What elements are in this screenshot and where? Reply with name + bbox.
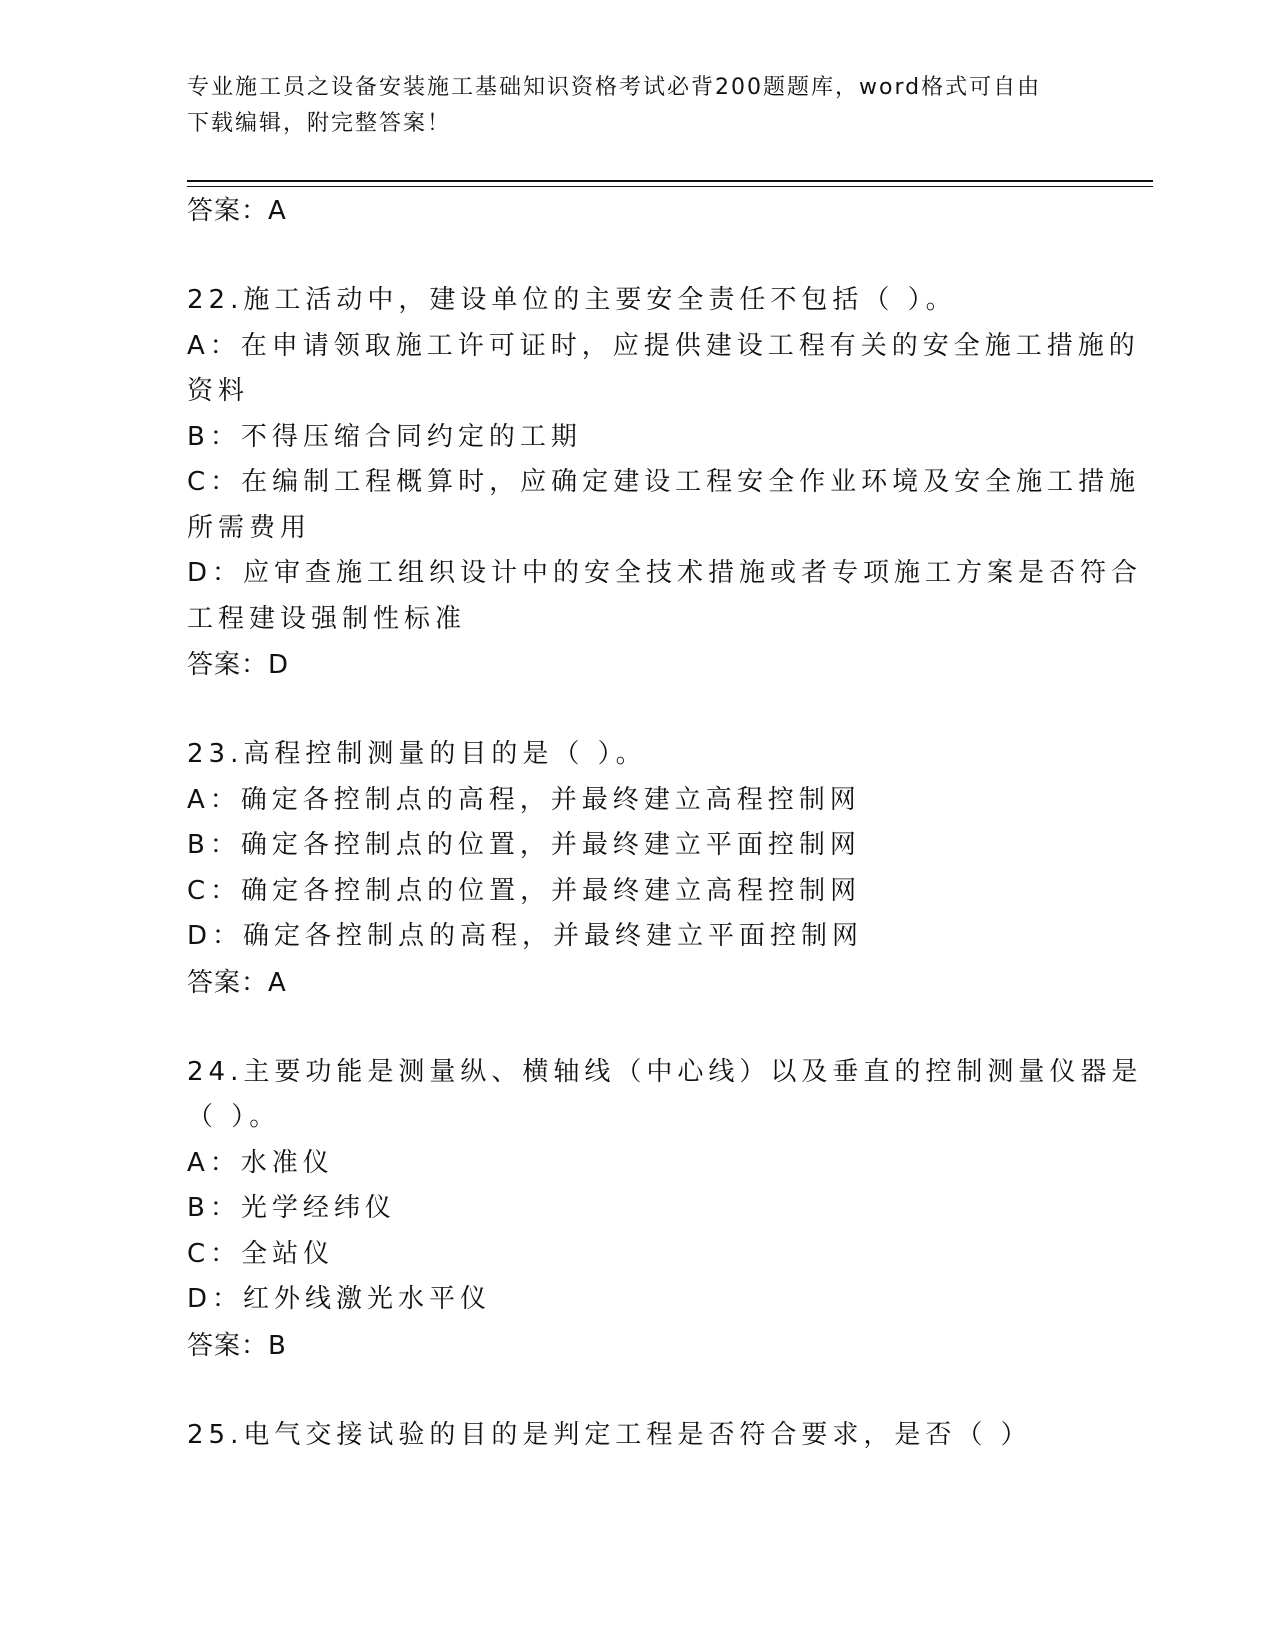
option-b: B：确定各控制点的位置，并最终建立平面控制网 xyxy=(187,830,861,860)
option-d: D：确定各控制点的高程，并最终建立平面控制网 xyxy=(187,921,864,951)
option-c-continued: 所需费用 xyxy=(187,512,312,543)
question-stem: 23.高程控制测量的目的是（ ）。 xyxy=(187,739,647,769)
question-stem-continued: （ ）。 xyxy=(187,1102,281,1132)
header-line-2: 下载编辑，附完整答案！ xyxy=(187,111,452,136)
option-d: D：红外线激光水平仪 xyxy=(187,1284,492,1314)
option-c: C：确定各控制点的位置，并最终建立高程控制网 xyxy=(187,875,862,906)
question-24 xyxy=(187,1050,1143,1323)
option-d: D：应审查施工组织设计中的安全技术措施或者专项施工方案是否符合 xyxy=(187,558,1143,588)
header-divider-thin xyxy=(187,186,1153,187)
answer-22: 答案：D xyxy=(187,650,290,680)
question-stem: 22.施工活动中，建设单位的主要安全责任不包括（ ）。 xyxy=(187,285,957,315)
header-line-1: 专业施工员之设备安装施工基础知识资格考试必背200题题库，word格式可自由 xyxy=(187,75,1042,100)
option-a: A：在申请领取施工许可证时，应提供建设工程有关的安全施工措施的 xyxy=(187,330,1140,361)
question-stem: 24.主要功能是测量纵、横轴线（中心线）以及垂直的控制测量仪器是 xyxy=(187,1056,1143,1087)
option-d-continued: 工程建设强制性标准 xyxy=(187,603,467,634)
option-a: A：水准仪 xyxy=(187,1147,334,1178)
question-23 xyxy=(187,732,1087,960)
question-stem: 25.电气交接试验的目的是判定工程是否符合要求，是否（ ） xyxy=(187,1419,1032,1450)
option-a: A：确定各控制点的高程，并最终建立高程控制网 xyxy=(187,784,861,815)
question-25 xyxy=(187,1413,1087,1459)
header-divider-thick xyxy=(187,180,1153,182)
option-b: B：不得压缩合同约定的工期 xyxy=(187,421,582,452)
answer-24: 答案：B xyxy=(187,1330,287,1361)
option-a-continued: 资料 xyxy=(187,376,250,406)
document-header xyxy=(187,70,1087,142)
answer-23: 答案：A xyxy=(187,967,287,998)
option-c: C：全站仪 xyxy=(187,1238,335,1269)
answer-21: 答案：A xyxy=(187,196,287,226)
question-list xyxy=(187,188,1143,1458)
option-b: B：光学经纬仪 xyxy=(187,1193,396,1223)
option-c: C：在编制工程概算时，应确定建设工程安全作业环境及安全施工措施 xyxy=(187,467,1141,497)
question-22 xyxy=(187,278,1143,642)
